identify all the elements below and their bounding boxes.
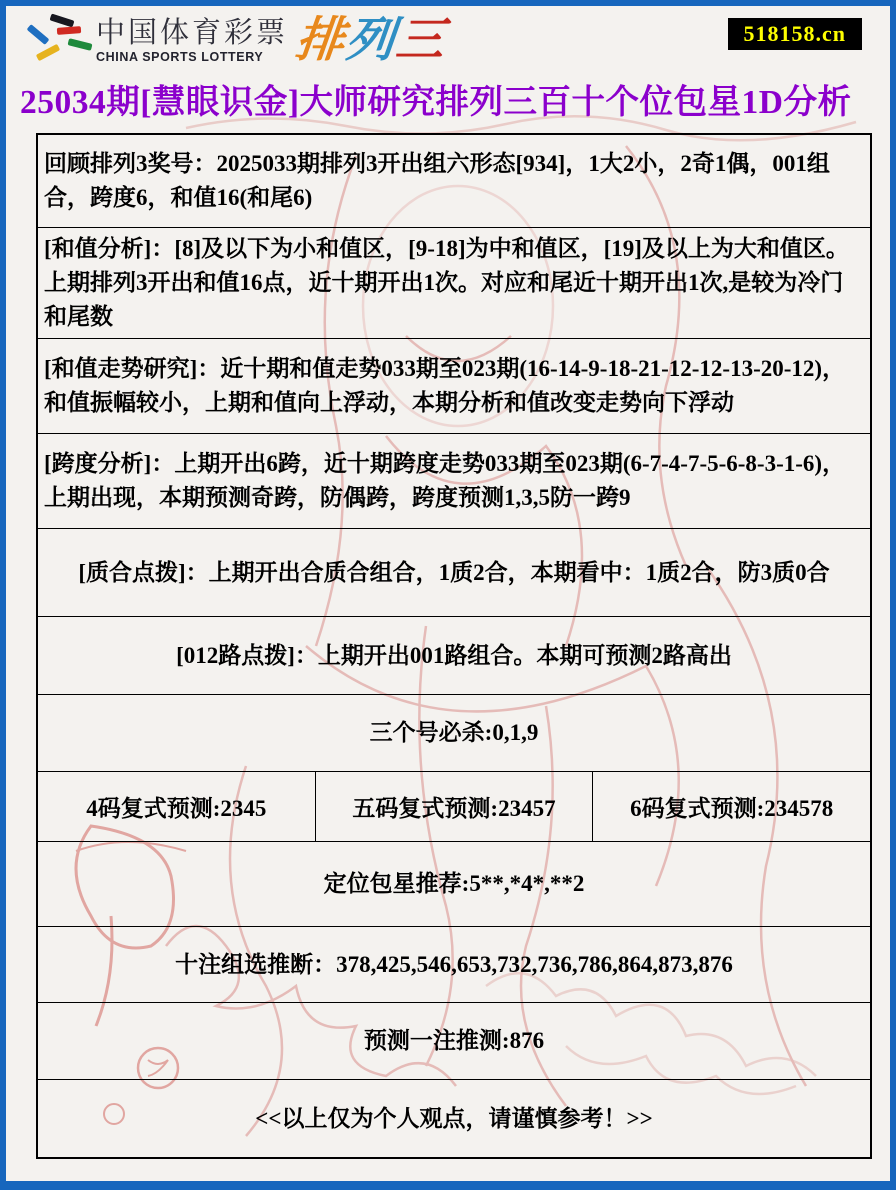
china-sports-lottery-logo-icon [24, 15, 86, 67]
row-position-star: 定位包星推荐:5**,*4*,**2 [38, 841, 870, 926]
analysis-table [36, 133, 872, 1159]
cell-6-digit-prediction: 6码复式预测:234578 [592, 772, 870, 841]
page-title: 25034期[慧眼识金]大师研究排列三百十个位包星1D分析 [20, 84, 852, 121]
row-prime-composite: [质合点拨]：上期开出合质合组合，1质2合，本期看中：1质2合，防3质0合 [38, 528, 870, 616]
row-review: 回顾排列3奖号：2025033期排列3开出组六形态[934]，1大2小，2奇1偶，001组合，跨度6，和值16(和尾6) [44, 151, 830, 210]
cell-4-digit-prediction: 4码复式预测:2345 [86, 796, 267, 821]
product-name-pailiesan: 排列三 [293, 14, 449, 67]
cell-5-digit-prediction: 五码复式预测:23457 [315, 772, 593, 841]
row-ten-group-picks: 十注组选推断：378,425,546,653,732,736,786,864,873,876 [38, 926, 870, 1002]
brand-english: CHINA SPORTS LOTTERY [96, 49, 264, 64]
row-kill-numbers: 三个号必杀:0,1,9 [38, 694, 870, 771]
row-sum-analysis: [和值分析]：[8]及以下为小和值区，[9-18]为中和值区，[19]及以上为大和值区。上期排列3开出和值16点，近十期开出1次。对应和尾近十期开出1次,是较为冷门和尾数 [38, 227, 870, 338]
row-sum-trend: [和值走势研究]：近十期和值走势033期至023期(16-14-9-18-21-12-12-13-20-12)，和值振幅较小，上期和值向上浮动，本期分析和值改变走势向下浮动 [38, 338, 870, 433]
row-complex-predictions [38, 771, 870, 841]
row-012-path: [012路点拨]：上期开出001路组合。本期可预测2路高出 [38, 616, 870, 694]
row-disclaimer: <<以上仅为个人观点，请谨慎参考！>> [38, 1079, 870, 1157]
site-url-badge: 518158.cn [728, 18, 863, 50]
row-single-prediction: 预测一注推测:876 [38, 1002, 870, 1079]
brand-text [96, 16, 289, 64]
brand-chinese: 中国体育彩票 [96, 16, 289, 49]
row-span-analysis: [跨度分析]：上期开出6跨，近十期跨度走势033期至023期(6-7-4-7-5-6-8-3-1-6)，上期出现，本期预测奇跨，防偶跨，跨度预测1,3,5防一跨9 [38, 433, 870, 528]
